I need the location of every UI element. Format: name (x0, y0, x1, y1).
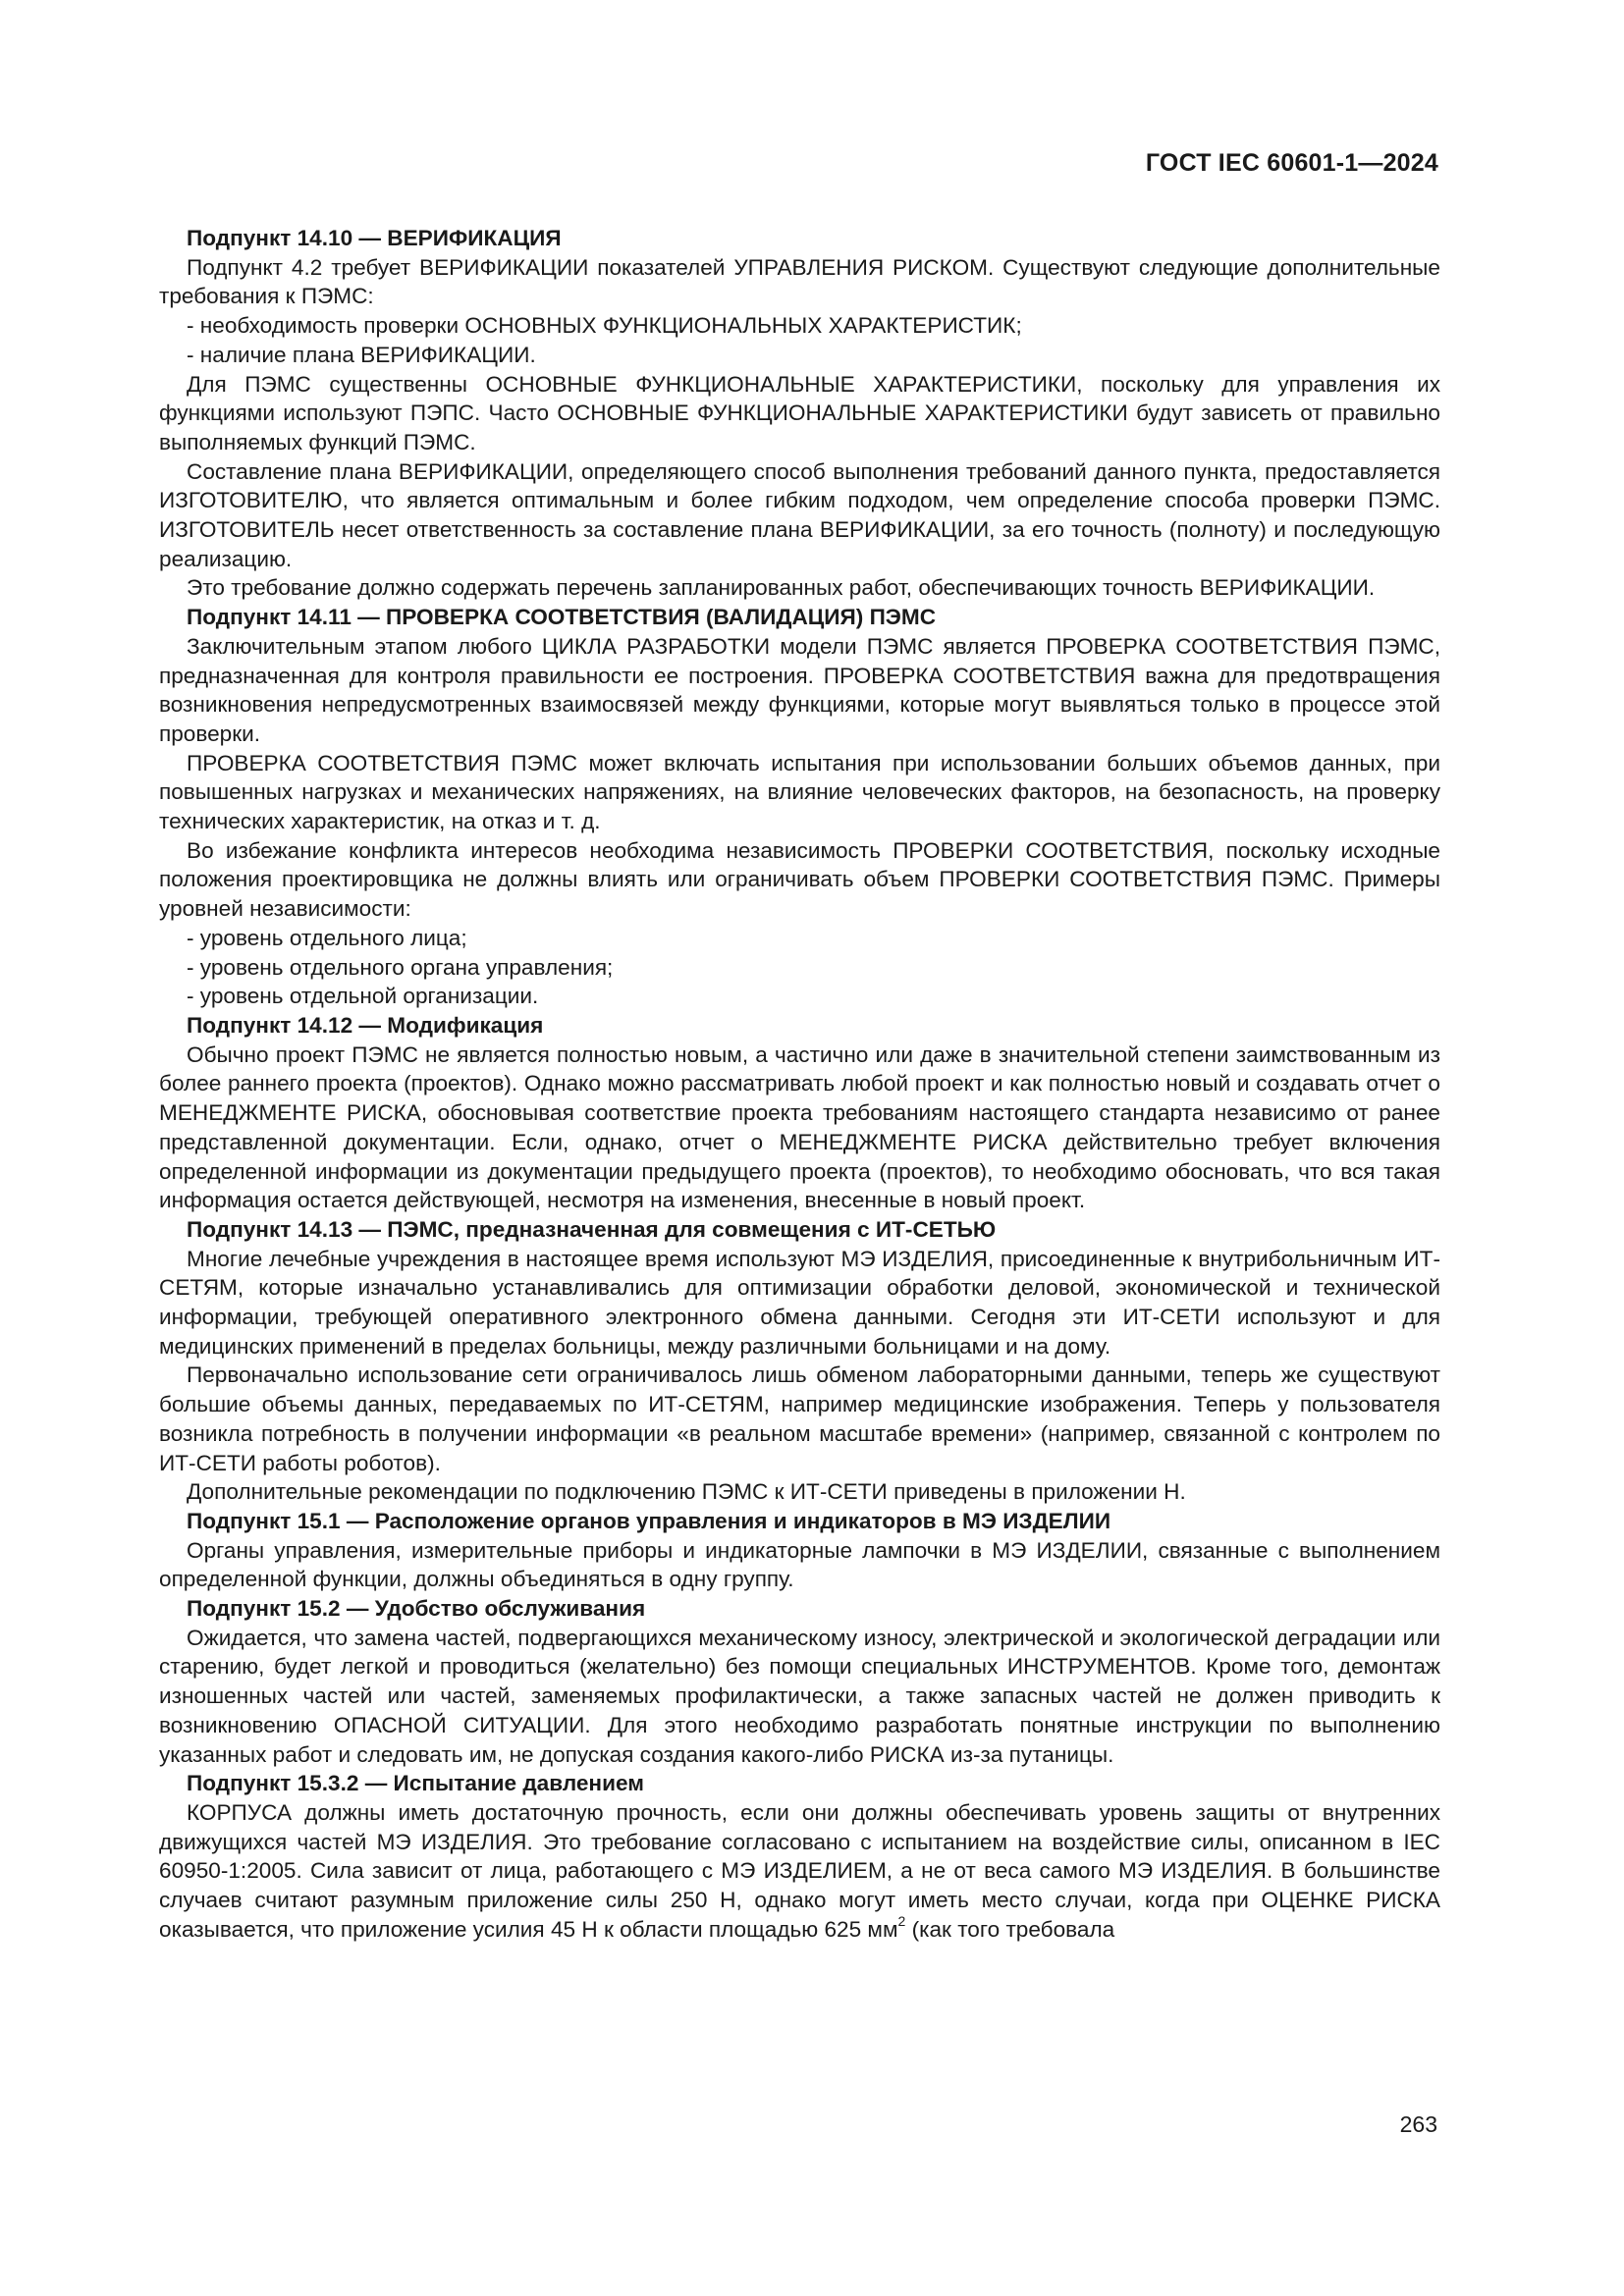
paragraph (159, 1624, 1440, 1770)
block-text: - необходимость проверки ОСНОВНЫХ ФУНКЦИОНАЛЬНЫХ ХАРАКТЕРИСТИК; (187, 313, 1022, 339)
paragraph (159, 836, 1440, 924)
block-text: Подпункт 15.2 — Удобство обслуживания (187, 1596, 646, 1622)
block-text: Дополнительные рекомендации по подключению ПЭМС к ИТ-СЕТИ приведены в приложении Н. (187, 1479, 1186, 1505)
block-text: Первоначально использование сети ограничивалось лишь обменом лабораторными данными, теперь же существуют большие объемы данных, передаваемых по ИТ-СЕТЯМ, например медицинские изображения. Теперь у пользователя возникла потребность в получении информации «в реальном масштабе времени» (например, связанной с контролем по ИТ-СЕТИ работы роботов). (159, 1362, 1440, 1475)
block-text: Многие лечебные учреждения в настоящее время используют МЭ ИЗДЕЛИЯ, присоединенные к внутрибольничным ИТ-СЕТЯМ, которые изначально устанавливались для оптимизации обработки деловой, экономической и технической информации, требующей оперативного электронного обмена данными. Сегодня эти ИТ-СЕТИ используют и для медицинских применений в пределах больницы, между различными больницами и на дому. (159, 1246, 1440, 1359)
list-item (159, 924, 1440, 953)
block-text: - уровень отдельной организации. (187, 984, 539, 1009)
block-text: Заключительным этапом любого ЦИКЛА РАЗРАБОТКИ модели ПЭМС является ПРОВЕРКА СООТВЕТСТВИЯ ПЭМС, предназначенная для контроля правильности ее построения. ПРОВЕРКА СООТВЕТСТВИЯ важна для предотвращения возникновения непредусмотренных взаимосвязей между функциями, которые могут выявляться только в процессе этой проверки. (159, 633, 1440, 746)
block-text: Подпункт 14.11 — ПРОВЕРКА СООТВЕТСТВИЯ (ВАЛИДАЦИЯ) ПЭМС (187, 605, 937, 630)
paragraph (159, 1798, 1440, 1945)
paragraph (159, 457, 1440, 574)
paragraph (159, 370, 1440, 457)
subclause-heading (159, 1215, 1440, 1245)
paragraph (159, 1536, 1440, 1594)
block-text: Ожидается, что замена частей, подвергающихся механическому износу, электрической и экологической деградации или старению, будет легкой и проводиться (желательно) без помощи специальных ИНСТРУМЕНТОВ. Кроме того, демонтаж изношенных частей или частей, заменяемых профилактически, а также запасных частей не должен приводить к возникновению ОПАСНОЙ СИТУАЦИИ. Для этого необходимо разработать понятные инструкции по выполнению указанных работ и следовать им, не допуская создания какого-либо РИСКА из-за путаницы. (159, 1625, 1440, 1767)
page-number: 263 (1399, 2111, 1437, 2137)
paragraph (159, 749, 1440, 836)
paragraph (159, 1245, 1440, 1362)
block-text: Обычно проект ПЭМС не является полностью новым, а частично или даже в значительной степени заимствованным из более раннего проекта (проектов). Однако можно рассматривать любой проект и как полностью новый и создавать отчет о МЕНЕДЖМЕНТЕ РИСКА, обосновывая соответствие проекта требованиям настоящего стандарта независимо от ранее представленной документации. Если, однако, отчет о МЕНЕДЖМЕНТЕ РИСКА действительно требует включения определенной информации из документации предыдущего проекта (проектов), то необходимо обосновать, что вся такая информация остается действующей, несмотря на изменения, внесенные в новый проект. (159, 1041, 1440, 1213)
block-text: Составление плана ВЕРИФИКАЦИИ, определяющего способ выполнения требований данного пункта, предоставляется ИЗГОТОВИТЕЛЮ, что является оптимальным и более гибким подходом, чем определение способа проверки ПЭМС. ИЗГОТОВИТЕЛЬ несет ответственность за составление плана ВЕРИФИКАЦИИ, за его точность (полноту) и последующую реализацию. (159, 458, 1440, 571)
block-text: Для ПЭМС существенны ОСНОВНЫЕ ФУНКЦИОНАЛЬНЫЕ ХАРАКТЕРИСТИКИ, поскольку для управления их функциями используют ПЭПС. Часто ОСНОВНЫЕ ФУНКЦИОНАЛЬНЫЕ ХАРАКТЕРИСТИКИ будут зависеть от правильно выполняемых функций ПЭМС. (159, 371, 1440, 454)
block-text: Подпункт 14.10 — ВЕРИФИКАЦИЯ (187, 226, 562, 250)
paragraph (159, 1361, 1440, 1477)
block-text: Подпункт 14.12 — Модификация (187, 1012, 544, 1038)
paragraph (159, 253, 1440, 311)
block-text: Органы управления, измерительные приборы и индикаторные лампочки в МЭ ИЗДЕЛИИ, связанные с выполнением определенной функции, должны объединяться в одну группу. (159, 1537, 1440, 1592)
paragraph (159, 632, 1440, 749)
block-text: Подпункт 4.2 требует ВЕРИФИКАЦИИ показателей УПРАВЛЕНИЯ РИСКОМ. Существуют следующие дополнительные требования к ПЭМС: (159, 254, 1440, 309)
block-text: Это требование должно содержать перечень запланированных работ, обеспечивающих точность ВЕРИФИКАЦИИ. (187, 575, 1376, 601)
block-text: - уровень отдельного лица; (187, 925, 467, 950)
superscript: 2 (897, 1913, 906, 1930)
subclause-heading (159, 224, 1440, 253)
subclause-heading (159, 1769, 1440, 1798)
block-text: - уровень отдельного органа управления; (187, 954, 614, 980)
block-text: Подпункт 14.13 — ПЭМС, предназначенная для совмещения с ИТ-СЕТЬЮ (187, 1216, 997, 1242)
block-text: ПРОВЕРКА СООТВЕТСТВИЯ ПЭМС может включать испытания при использовании больших объемов данных, при повышенных нагрузках и механических напряжениях, на влияние человеческих факторов, на безопасность, на проверку технических характеристик, на отказ и т. д. (159, 750, 1440, 834)
document-body (159, 224, 1440, 1944)
subclause-heading (159, 1507, 1440, 1536)
block-text-tail: (как того требовала (905, 1916, 1115, 1942)
paragraph (159, 1041, 1440, 1215)
list-item (159, 953, 1440, 983)
subclause-heading (159, 1594, 1440, 1624)
block-text: Подпункт 15.3.2 — Испытание давлением (187, 1771, 644, 1796)
list-item (159, 311, 1440, 341)
subclause-heading (159, 1011, 1440, 1041)
document-header: ГОСТ IEC 60601-1—2024 (1145, 149, 1438, 177)
list-item (159, 341, 1440, 370)
subclause-heading (159, 603, 1440, 632)
block-text: - наличие плана ВЕРИФИКАЦИИ. (187, 342, 536, 367)
list-item (159, 982, 1440, 1011)
paragraph (159, 1477, 1440, 1507)
paragraph (159, 573, 1440, 603)
block-text: Во избежание конфликта интересов необходима независимость ПРОВЕРКИ СООТВЕТСТВИЯ, поскольку исходные положения проектировщика не должны влиять или ограничивать объем ПРОВЕРКИ СООТВЕТСТВИЯ ПЭМС. Примеры уровней независимости: (159, 837, 1440, 922)
block-text: КОРПУСА должны иметь достаточную прочность, если они должны обеспечивать уровень защиты от внутренних движущихся частей МЭ ИЗДЕЛИЯ. Это требование согласовано с испытанием на воздействие силы, описанном в IEC 60950-1:2005. Сила зависит от лица, работающего с МЭ ИЗДЕЛИЕМ, а не от веса самого МЭ ИЗДЕЛИЯ. В большинстве случаев считают разумным приложение силы 250 Н, однако могут иметь место случаи, когда при ОЦЕНКЕ РИСКА оказывается, что приложение усилия 45 Н к области площадью 625 мм (159, 1799, 1440, 1942)
block-text: Подпункт 15.1 — Расположение органов управления и индикаторов в МЭ ИЗДЕЛИИ (187, 1508, 1111, 1533)
